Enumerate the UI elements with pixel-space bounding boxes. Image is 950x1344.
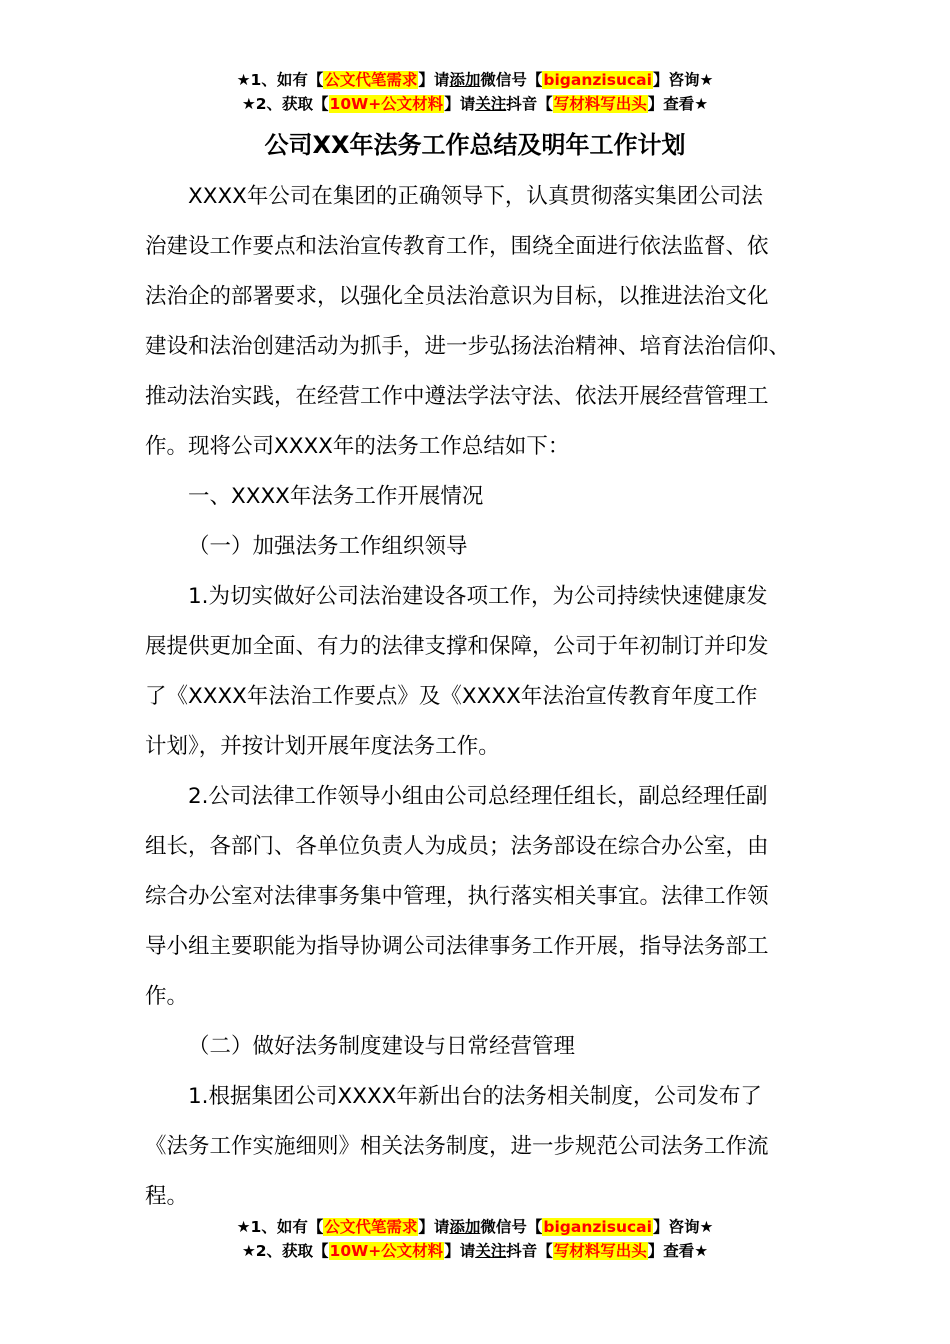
banner-line-1: [0, 1215, 950, 1239]
text-line: 作。现将公司XXXX年的法务工作总结如下：: [145, 434, 570, 459]
banner-underline-add: 添加: [449, 1218, 481, 1236]
banner-text: 】请: [418, 1218, 450, 1236]
banner-text: ★1、如有【: [236, 71, 324, 89]
banner-highlight-wechat-id: biganzisucai: [543, 1218, 652, 1236]
text-line: 计划》，并按计划开展年度法务工作。: [145, 734, 500, 759]
banner-text: 抖音【: [506, 1242, 553, 1260]
banner-highlight-douyin-id: 写材料写出头: [553, 1242, 647, 1260]
text-line: 1.为切实做好公司法治建设各项工作，为公司持续快速健康发: [188, 584, 768, 609]
banner-underline-follow: 关注: [475, 95, 507, 113]
document-title: 公司XX年法务工作总结及明年工作计划: [264, 131, 686, 159]
text-line: 建设和法治创建活动为抓手，进一步弘扬法治精神、培育法治信仰、: [145, 334, 791, 359]
footer-banner: [0, 1215, 950, 1263]
banner-text: 】请: [444, 95, 476, 113]
banner-highlight-materials: 10W+公文材料: [329, 95, 444, 113]
subsection-heading: （二）做好法务制度建设与日常经营管理: [188, 1034, 576, 1059]
text-line: 治建设工作要点和法治宣传教育工作，围绕全面进行依法监督、依: [145, 234, 769, 259]
text-line: XXXX年公司在集团的正确领导下，认真贯彻落实集团公司法: [188, 184, 763, 209]
banner-text: 】咨询★: [652, 1218, 714, 1236]
subsection-heading: （一）加强法务工作组织领导: [188, 534, 468, 559]
banner-text: ★2、获取【: [241, 95, 329, 113]
banner-text: 】请: [418, 71, 450, 89]
text-line: 作。: [145, 984, 189, 1009]
banner-highlight-materials: 10W+公文材料: [329, 1242, 444, 1260]
banner-line-2: [0, 1239, 950, 1263]
text-line: 展提供更加全面、有力的法律支撑和保障，公司于年初制订并印发: [145, 634, 769, 659]
banner-text: 抖音【: [506, 95, 553, 113]
text-line: 程。: [145, 1184, 189, 1209]
banner-highlight-wechat-id: biganzisucai: [543, 71, 652, 89]
text-line: 综合办公室对法律事务集中管理，执行落实相关事宜。法律工作领: [145, 884, 769, 909]
banner-text: 】查看★: [647, 1242, 709, 1260]
text-line: 组长，各部门、各单位负责人为成员；法务部设在综合办公室，由: [145, 834, 769, 859]
banner-text: ★1、如有【: [236, 1218, 324, 1236]
banner-text: 微信号【: [480, 1218, 543, 1236]
banner-text: 】查看★: [647, 95, 709, 113]
header-banner: [0, 68, 950, 116]
section-heading: 一、XXXX年法务工作开展情况: [188, 484, 484, 509]
banner-highlight-service: 公文代笔需求: [324, 71, 418, 89]
text-line: 导小组主要职能为指导协调公司法律事务工作开展，指导法务部工: [145, 934, 769, 959]
document-body: [145, 172, 810, 1222]
text-line: 了《XXXX年法治工作要点》及《XXXX年法治宣传教育年度工作: [145, 684, 758, 709]
banner-text: 】咨询★: [652, 71, 714, 89]
banner-underline-add: 添加: [449, 71, 481, 89]
text-line: 法治企的部署要求，以强化全员法治意识为目标，以推进法治文化: [145, 284, 769, 309]
text-line: 《法务工作实施细则》相关法务制度，进一步规范公司法务工作流: [145, 1134, 769, 1159]
banner-line-1: [0, 68, 950, 92]
banner-underline-follow: 关注: [475, 1242, 507, 1260]
banner-line-2: [0, 92, 950, 116]
text-line: 推动法治实践，在经营工作中遵法学法守法、依法开展经营管理工: [145, 384, 769, 409]
banner-text: ★2、获取【: [241, 1242, 329, 1260]
banner-highlight-service: 公文代笔需求: [324, 1218, 418, 1236]
text-line: 2.公司法律工作领导小组由公司总经理任组长，副总经理任副: [188, 784, 768, 809]
banner-highlight-douyin-id: 写材料写出头: [553, 95, 647, 113]
text-line: 1.根据集团公司XXXX年新出台的法务相关制度，公司发布了: [188, 1084, 762, 1109]
banner-text: 】请: [444, 1242, 476, 1260]
banner-text: 微信号【: [480, 71, 543, 89]
